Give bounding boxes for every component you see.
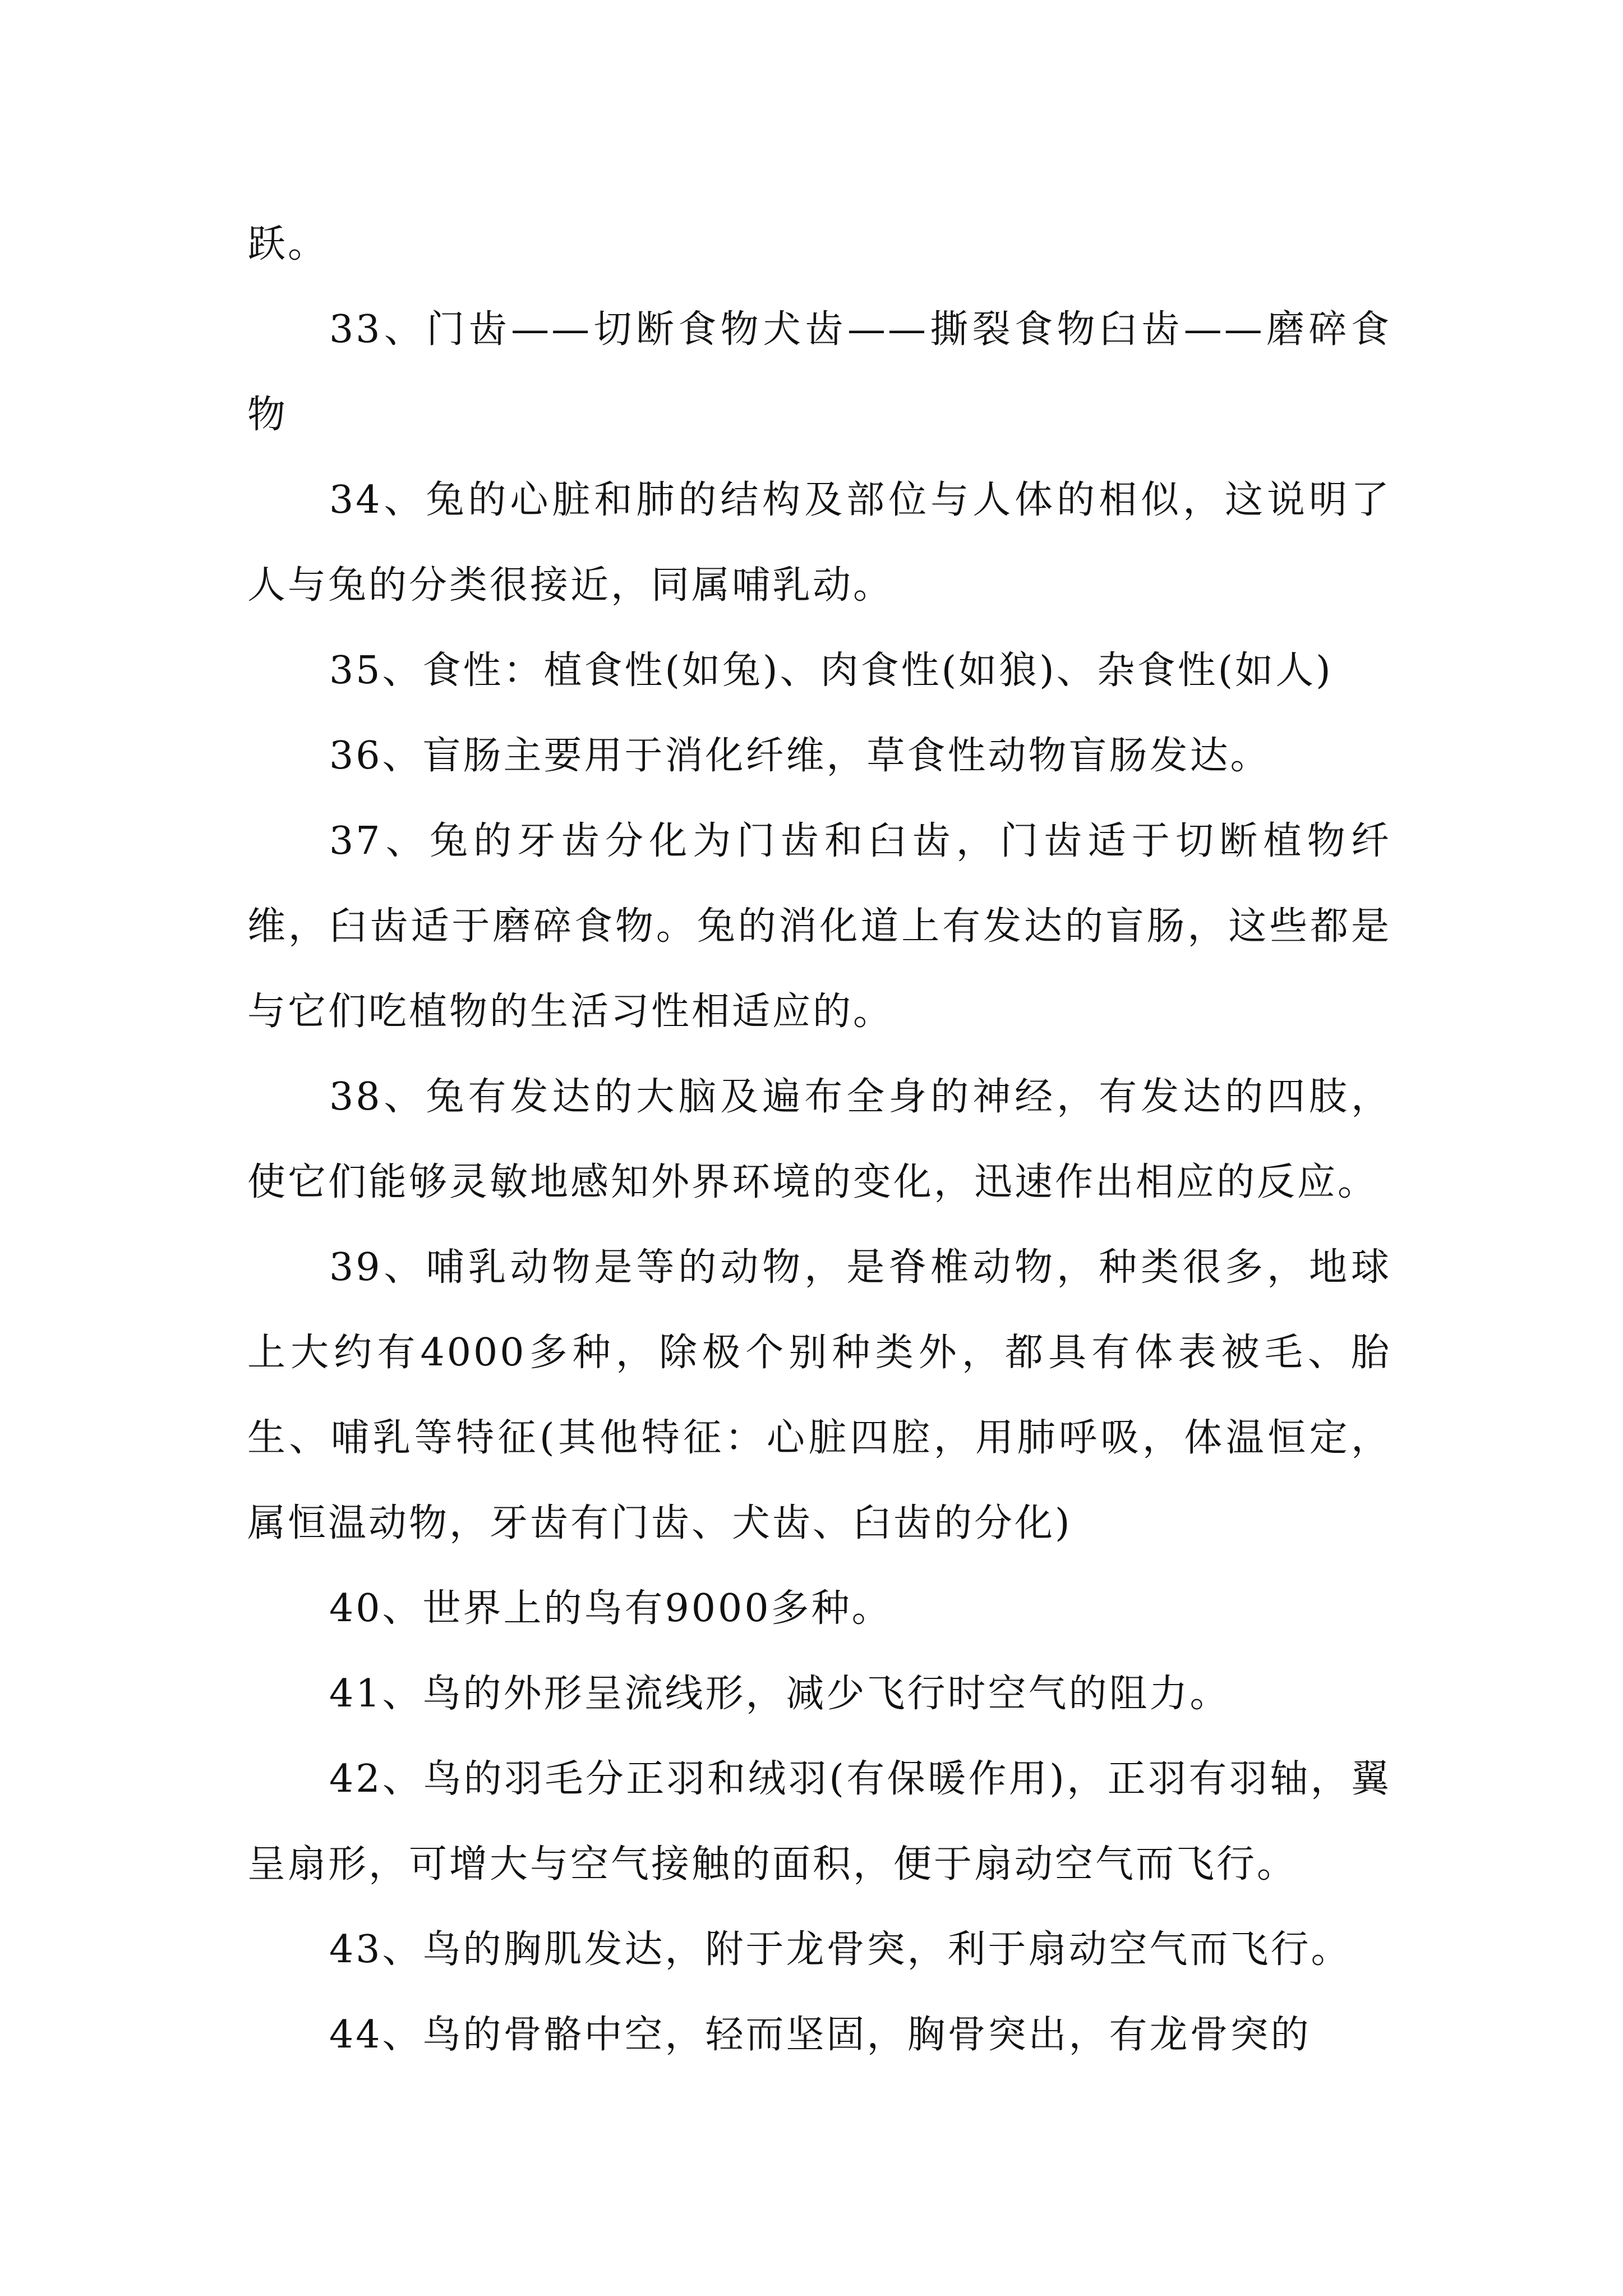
- paragraph-40: 40、世界上的鸟有9000多种。: [329, 1586, 892, 1631]
- paragraph-44: 44、鸟的骨骼中空，轻而坚固，胸骨突出，有龙骨突的: [329, 2013, 1311, 2057]
- paragraph-38: 38、兔有发达的大脑及遍布全身的神经，有发达的四肢，使它们能够灵敏地感知外界环境的变化，迅速作出相应的反应。: [247, 1075, 1391, 1204]
- paragraph-37: 37、兔的牙齿分化为门齿和臼齿，门齿适于切断植物纤维，臼齿适于磨碎食物。兔的消化道上有发达的盲肠，这些都是与它们吃植物的生活习性相适应的。: [247, 819, 1391, 1034]
- paragraph-41: 41、鸟的外形呈流线形，减少飞行时空气的阻力。: [329, 1672, 1230, 1716]
- document-body: [247, 202, 1391, 2078]
- paragraph-42: 42、鸟的羽毛分正羽和绒羽(有保暖作用)，正羽有羽轴，翼呈扇形，可增大与空气接触的面积，便于扇动空气而飞行。: [247, 1757, 1391, 1887]
- paragraph-33: 33、门齿——切断食物犬齿——撕裂食物臼齿——磨碎食物: [247, 307, 1391, 437]
- paragraph-36: 36、盲肠主要用于消化纤维，草食性动物盲肠发达。: [329, 734, 1271, 778]
- paragraph-35: 35、食性：植食性(如兔)、肉食性(如狼)、杂食性(如人): [329, 648, 1333, 693]
- paragraph-34: 34、兔的心脏和肺的结构及部位与人体的相似，这说明了人与兔的分类很接近，同属哺乳动。: [247, 478, 1391, 608]
- paragraph-continuation: 跃。: [247, 222, 329, 266]
- paragraph-43: 43、鸟的胸肌发达，附于龙骨突，利于扇动空气而飞行。: [329, 1927, 1352, 1972]
- paragraph-39: 39、哺乳动物是等的动物，是脊椎动物，种类很多，地球上大约有4000多种，除极个别种类外，都具有体表被毛、胎生、哺乳等特征(其他特征：心脏四腔，用肺呼吸，体温恒定，属恒温动物，牙齿有门齿、犬齿、臼齿的分化): [247, 1245, 1392, 1545]
